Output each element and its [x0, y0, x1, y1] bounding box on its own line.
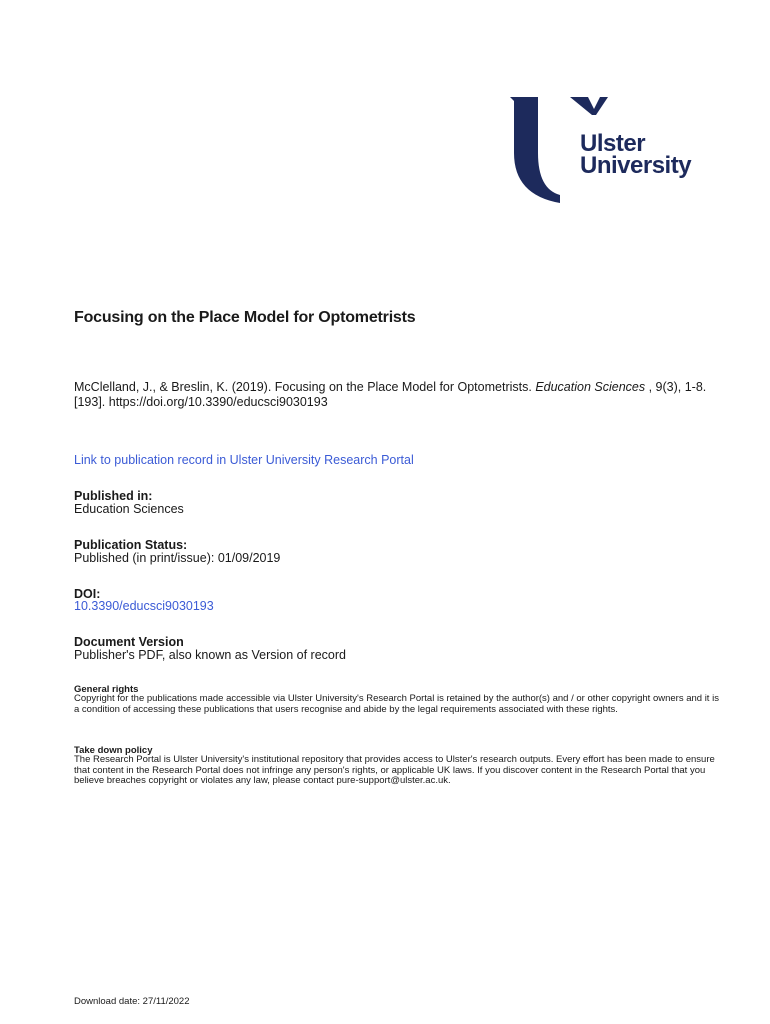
publication-status-label: Publication Status: — [74, 538, 188, 552]
logo-line-2: University — [580, 152, 692, 179]
citation-suffix: , 9(3), 1-8. [193]. https://doi.org/10.3390/educsci9030193 — [74, 380, 707, 409]
document-version-label: Document Version — [74, 635, 184, 649]
doi-label: DOI: — [74, 587, 101, 601]
doi-link[interactable]: 10.3390/educsci9030193 — [74, 599, 214, 613]
page-title: Focusing on the Place Model for Optometrists — [74, 309, 416, 326]
general-rights-text: Copyright for the publications made accessible via Ulster University's Research Portal is retained by the author(s) and / or other copyright owners and it is a condition of accessing these publications that users recognise and abide by the legal requirements associated with these rights. — [74, 693, 719, 715]
citation — [74, 380, 724, 409]
citation-journal: Education Sciences — [535, 380, 646, 394]
general-rights-heading: General rights — [74, 684, 139, 695]
publication-status-value: Published (in print/issue): 01/09/2019 — [74, 551, 281, 565]
download-date: Download date: 27/11/2022 — [74, 996, 190, 1007]
take-down-text: The Research Portal is Ulster University's institutional repository that provides access to Ulster's research outputs. Every effort has been made to ensure that content in the Research Portal does not infringe any person's rights, or applicable UK laws. If you discover content in the Research Portal that you believe breaches copyright or violates any law, please contact pure-support@ulster.ac.uk. — [74, 754, 715, 786]
published-in-value: Education Sciences — [74, 502, 184, 516]
document-version-value: Publisher's PDF, also known as Version of record — [74, 648, 346, 662]
citation-prefix: McClelland, J., & Breslin, K. (2019). Focusing on the Place Model for Optometrists. — [74, 380, 536, 394]
logo-line-1: Ulster — [580, 130, 646, 157]
portal-record-link[interactable]: Link to publication record in Ulster University Research Portal — [74, 453, 414, 467]
take-down-heading: Take down policy — [74, 745, 153, 756]
ulster-university-logo — [508, 95, 713, 205]
published-in-label: Published in: — [74, 489, 153, 503]
